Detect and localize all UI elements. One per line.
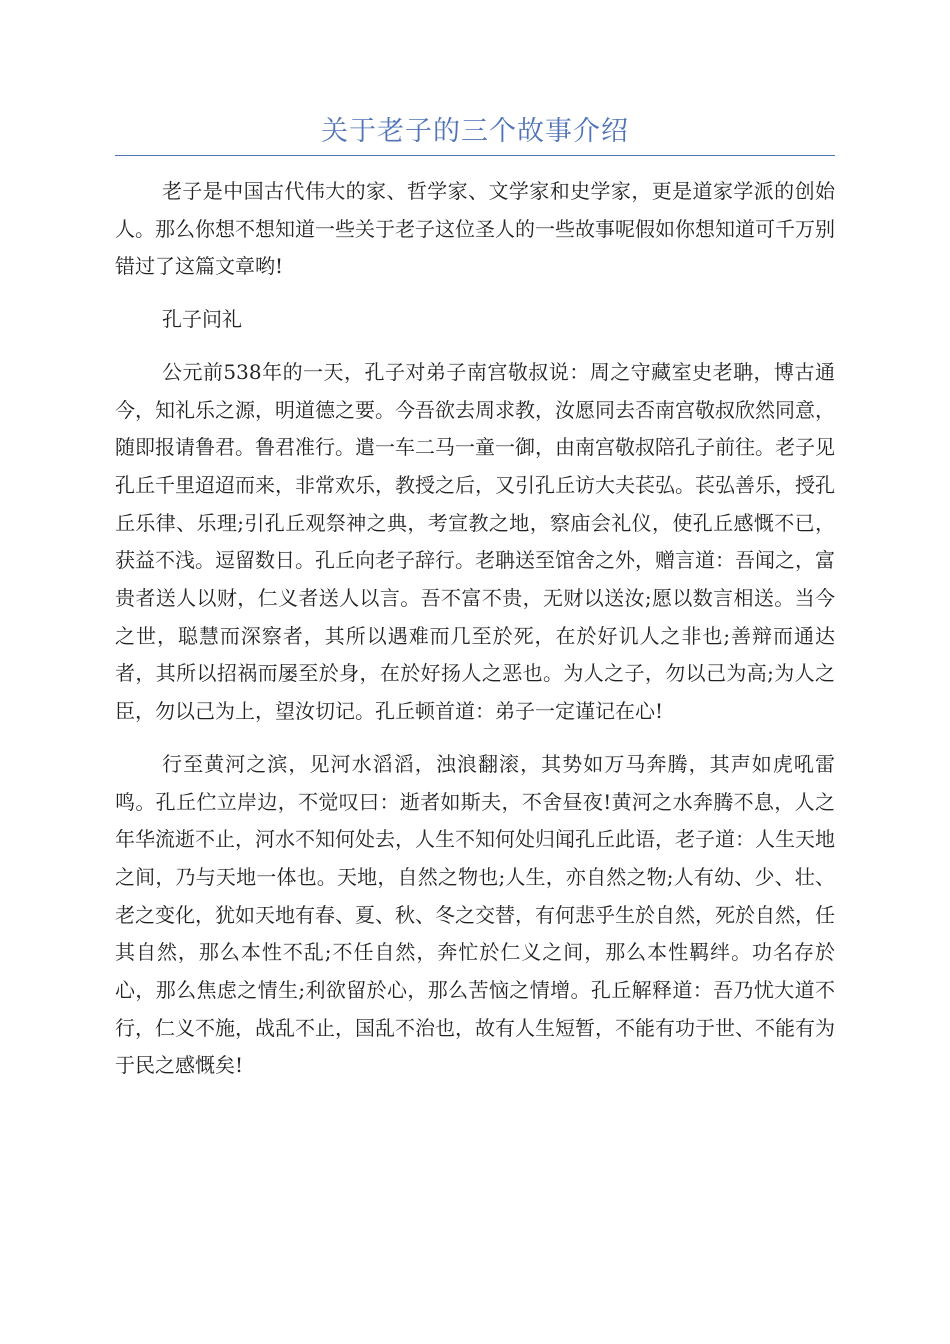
section-heading: 孔子问礼	[162, 307, 242, 332]
document-title: 关于老子的三个故事介绍	[321, 116, 629, 147]
intro-paragraph: 老子是中国古代伟大的家、哲学家、文学家和史学家，更是道家学派的创始人。那么你想不想知道一些关于老子这位圣人的一些故事呢假如你想知道可千万别错过了这篇文章哟!	[115, 179, 835, 279]
document-body	[115, 173, 835, 1100]
title-underline	[115, 155, 835, 156]
body-paragraph: 公元前538年的一天，孔子对弟子南宫敬叔说：周之守藏室史老聃，博古通今，知礼乐之源，明道德之要。今吾欲去周求教，汝愿同去否南宫敬叔欣然同意，随即报请鲁君。鲁君准行。遣一车二马一童一御，由南宫敬叔陪孔子前往。老子见孔丘千里迢迢而来，非常欢乐，教授之后，又引孔丘访大夫苌弘。苌弘善乐，授孔丘乐律、乐理;引孔丘观祭神之典，考宣教之地，察庙会礼仪，使孔丘感慨不已，获益不浅。逗留数日。孔丘向老子辞行。老聃送至馆舍之外，赠言道：吾闻之，富贵者送人以财，仁义者送人以言。吾不富不贵，无财以送汝;愿以数言相送。当今之世，聪慧而深察者，其所以遇难而几至於死，在於好讥人之非也;善辩而通达者，其所以招祸而屡至於身，在於好扬人之恶也。为人之子，勿以己为高;为人之臣，勿以己为上，望汝切记。孔丘顿首道：弟子一定谨记在心!	[115, 359, 835, 724]
body-paragraph: 行至黄河之滨，见河水滔滔，浊浪翻滚，其势如万马奔腾，其声如虎吼雷鸣。孔丘伫立岸边，不觉叹曰：逝者如斯夫，不舍昼夜!黄河之水奔腾不息，人之年华流逝不止，河水不知何处去，人生不知何处归闻孔丘此语，老子道：人生天地之间，乃与天地一体也。天地，自然之物也;人生，亦自然之物;人有幼、少、壮、老之变化，犹如天地有春、夏、秋、冬之交替，有何悲乎生於自然，死於自然，任其自然，那么本性不乱;不任自然，奔忙於仁义之间，那么本性羁绊。功名存於心，那么焦虑之情生;利欲留於心，那么苦恼之情增。孔丘解释道：吾乃忧大道不行，仁义不施，战乱不止，国乱不治也，故有人生短暂，不能有功于世、不能有为于民之感慨矣!	[115, 751, 835, 1078]
